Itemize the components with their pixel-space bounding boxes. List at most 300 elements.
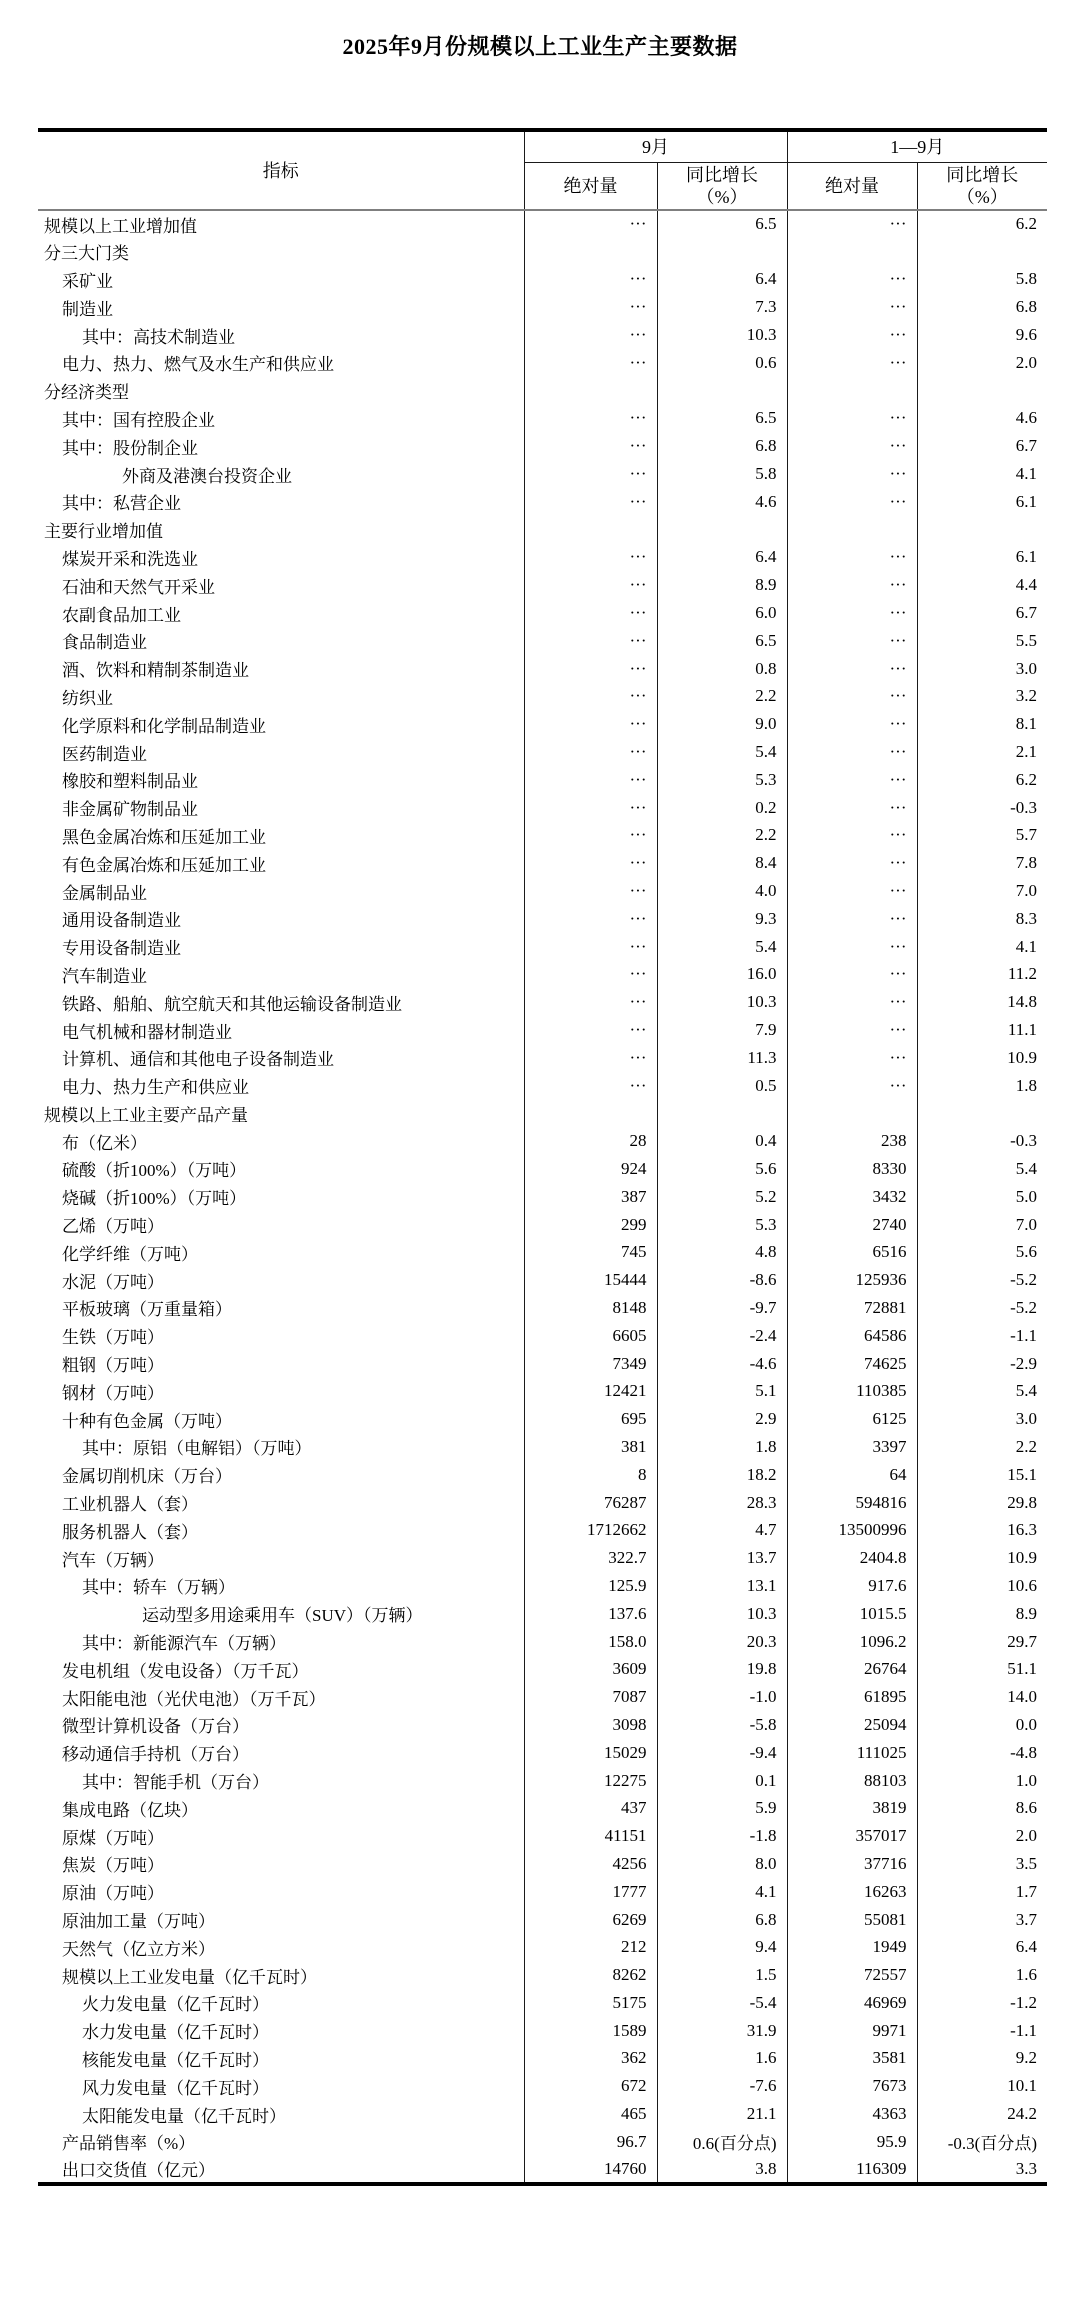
- month-yoy-value: 4.8: [657, 1238, 787, 1266]
- indicator-label: 硫酸（折100%）（万吨）: [62, 1161, 247, 1181]
- month-yoy-value: 6.8: [657, 1906, 787, 1934]
- month-absolute-value: 5175: [524, 1989, 657, 2017]
- month-yoy-value: 0.2: [657, 794, 787, 822]
- ytd-absolute-value: ···: [787, 293, 917, 321]
- month-absolute-value: 1712662: [524, 1516, 657, 1544]
- month-absolute-value: ···: [524, 683, 657, 711]
- month-absolute-value: ···: [524, 655, 657, 683]
- month-yoy-value: [657, 1100, 787, 1128]
- ytd-yoy-value: 5.8: [917, 266, 1047, 294]
- header-month-yoy-label: 同比增长: [686, 164, 758, 185]
- month-yoy-value: 7.3: [657, 293, 787, 321]
- ytd-absolute-value: 1015.5: [787, 1600, 917, 1628]
- indicator-label: 十种有色金属（万吨）: [62, 1411, 232, 1431]
- indicator-label: 其中：智能手机（万台）: [82, 1773, 269, 1793]
- table-row: [38, 1961, 1047, 1989]
- month-absolute-value: 387: [524, 1183, 657, 1211]
- indicator-label: 规模以上工业主要产品产量: [44, 1105, 248, 1125]
- table-row: [38, 1878, 1047, 1906]
- indicator-label: 煤炭开采和洗选业: [62, 549, 198, 569]
- indicator-label: 分经济类型: [44, 383, 129, 403]
- month-absolute-value: 7349: [524, 1350, 657, 1378]
- month-yoy-value: 2.2: [657, 822, 787, 850]
- table-row: [38, 571, 1047, 599]
- month-yoy-value: 9.3: [657, 905, 787, 933]
- ytd-absolute-value: ···: [787, 794, 917, 822]
- ytd-yoy-value: [917, 1100, 1047, 1128]
- table-row: [38, 1266, 1047, 1294]
- ytd-yoy-value: 15.1: [917, 1461, 1047, 1489]
- ytd-absolute-value: ···: [787, 988, 917, 1016]
- table-row: [38, 1294, 1047, 1322]
- ytd-absolute-value: 1096.2: [787, 1628, 917, 1656]
- ytd-yoy-value: 8.9: [917, 1600, 1047, 1628]
- month-absolute-value: ···: [524, 710, 657, 738]
- table-row: [38, 2156, 1047, 2184]
- ytd-absolute-value: 1949: [787, 1933, 917, 1961]
- indicator-label: 焦炭（万吨）: [62, 1856, 164, 1876]
- ytd-yoy-value: 1.7: [917, 1878, 1047, 1906]
- indicator-label: 风力发电量（亿千瓦时）: [82, 2078, 269, 2098]
- table-row: [38, 1628, 1047, 1656]
- ytd-absolute-value: 72881: [787, 1294, 917, 1322]
- header-month: 9月: [524, 130, 787, 162]
- ytd-absolute-value: 238: [787, 1127, 917, 1155]
- ytd-absolute-value: 9971: [787, 2017, 917, 2045]
- indicator-label: 发电机组（发电设备）（万千瓦）: [62, 1661, 309, 1681]
- indicator-label: 原煤（万吨）: [62, 1828, 164, 1848]
- ytd-yoy-value: 24.2: [917, 2100, 1047, 2128]
- month-absolute-value: ···: [524, 627, 657, 655]
- month-yoy-value: 1.5: [657, 1961, 787, 1989]
- month-absolute-value: ···: [524, 961, 657, 989]
- ytd-yoy-value: [917, 516, 1047, 544]
- ytd-yoy-value: 14.0: [917, 1683, 1047, 1711]
- table-row: [38, 2017, 1047, 2045]
- month-absolute-value: ···: [524, 905, 657, 933]
- table-row: [38, 877, 1047, 905]
- month-yoy-value: 6.5: [657, 210, 787, 238]
- indicator-label: 电力、热力生产和供应业: [62, 1078, 249, 1098]
- month-yoy-value: 4.6: [657, 488, 787, 516]
- month-yoy-value: -7.6: [657, 2072, 787, 2100]
- month-absolute-value: ···: [524, 432, 657, 460]
- month-absolute-value: ···: [524, 877, 657, 905]
- month-absolute-value: 322.7: [524, 1544, 657, 1572]
- indicator-label: 分三大门类: [44, 244, 129, 264]
- month-absolute-value: 3098: [524, 1711, 657, 1739]
- month-yoy-value: -9.7: [657, 1294, 787, 1322]
- month-absolute-value: 12275: [524, 1767, 657, 1795]
- table-row: [38, 961, 1047, 989]
- table-row: [38, 488, 1047, 516]
- indicator-label: 移动通信手持机（万台）: [62, 1745, 249, 1765]
- month-yoy-value: 4.0: [657, 877, 787, 905]
- ytd-yoy-value: 3.7: [917, 1906, 1047, 1934]
- ytd-yoy-value: 4.4: [917, 571, 1047, 599]
- ytd-yoy-value: 4.1: [917, 933, 1047, 961]
- table-row: [38, 1183, 1047, 1211]
- header-ytd-yoy: [917, 162, 1047, 210]
- month-absolute-value: 28: [524, 1127, 657, 1155]
- indicator-label: 金属切削机床（万台）: [62, 1467, 232, 1487]
- indicator-label: 其中：股份制企业: [62, 438, 198, 458]
- ytd-yoy-value: 6.4: [917, 1933, 1047, 1961]
- ytd-absolute-value: [787, 516, 917, 544]
- month-absolute-value: 12421: [524, 1377, 657, 1405]
- table-row: [38, 266, 1047, 294]
- ytd-absolute-value: [787, 1100, 917, 1128]
- month-absolute-value: 299: [524, 1211, 657, 1239]
- month-absolute-value: [524, 238, 657, 266]
- section-row: [38, 516, 1047, 544]
- month-yoy-value: 0.8: [657, 655, 787, 683]
- ytd-yoy-value: 5.4: [917, 1155, 1047, 1183]
- page-title: 2025年9月份规模以上工业生产主要数据: [342, 34, 738, 59]
- ytd-yoy-value: 7.0: [917, 877, 1047, 905]
- month-yoy-value: 5.3: [657, 1211, 787, 1239]
- ytd-absolute-value: 116309: [787, 2156, 917, 2184]
- header-period-row: [38, 130, 1047, 162]
- month-absolute-value: 137.6: [524, 1600, 657, 1628]
- table-row: [38, 599, 1047, 627]
- month-absolute-value: ···: [524, 544, 657, 572]
- indicator-label: 电气机械和器材制造业: [62, 1022, 232, 1042]
- ytd-yoy-value: 3.2: [917, 683, 1047, 711]
- ytd-yoy-value: -1.1: [917, 1322, 1047, 1350]
- ytd-yoy-value: 29.7: [917, 1628, 1047, 1656]
- indicator-label: 纺织业: [62, 688, 113, 708]
- indicator-label: 其中：轿车（万辆）: [82, 1578, 235, 1598]
- table-row: [38, 405, 1047, 433]
- ytd-absolute-value: 111025: [787, 1739, 917, 1767]
- header-ytd-yoy-unit: （%）: [956, 186, 1008, 207]
- ytd-yoy-value: 16.3: [917, 1516, 1047, 1544]
- indicator-label: 其中：私营企业: [62, 494, 181, 514]
- ytd-absolute-value: 125936: [787, 1266, 917, 1294]
- indicator-label: 粗钢（万吨）: [62, 1356, 164, 1376]
- month-absolute-value: 3609: [524, 1655, 657, 1683]
- month-yoy-value: 4.1: [657, 1878, 787, 1906]
- indicator-label: 橡胶和塑料制品业: [62, 772, 198, 792]
- ytd-yoy-value: 5.0: [917, 1183, 1047, 1211]
- ytd-absolute-value: ···: [787, 710, 917, 738]
- indicator-label: 石油和天然气开采业: [62, 577, 215, 597]
- ytd-absolute-value: ···: [787, 627, 917, 655]
- month-yoy-value: [657, 516, 787, 544]
- table-row: [38, 1822, 1047, 1850]
- indicator-label: 专用设备制造业: [62, 939, 181, 959]
- indicator-label: 铁路、船舶、航空航天和其他运输设备制造业: [62, 994, 402, 1014]
- month-absolute-value: ···: [524, 822, 657, 850]
- ytd-absolute-value: ···: [787, 655, 917, 683]
- month-absolute-value: ···: [524, 1016, 657, 1044]
- month-yoy-value: [657, 377, 787, 405]
- month-yoy-value: 28.3: [657, 1489, 787, 1517]
- table-row: [38, 1794, 1047, 1822]
- ytd-absolute-value: 16263: [787, 1878, 917, 1906]
- month-absolute-value: [524, 377, 657, 405]
- table-row: [38, 627, 1047, 655]
- ytd-yoy-value: -5.2: [917, 1266, 1047, 1294]
- ytd-absolute-value: ···: [787, 877, 917, 905]
- table-row: [38, 933, 1047, 961]
- indicator-label: 规模以上工业发电量（亿千瓦时）: [62, 1967, 317, 1987]
- indicator-label: 化学原料和化学制品制造业: [62, 716, 266, 736]
- ytd-yoy-value: 11.1: [917, 1016, 1047, 1044]
- month-absolute-value: ···: [524, 321, 657, 349]
- table-row: [38, 849, 1047, 877]
- ytd-yoy-value: 0.0: [917, 1711, 1047, 1739]
- month-absolute-value: ···: [524, 766, 657, 794]
- ytd-absolute-value: 25094: [787, 1711, 917, 1739]
- table-row: [38, 738, 1047, 766]
- ytd-yoy-value: 3.3: [917, 2156, 1047, 2184]
- ytd-absolute-value: 95.9: [787, 2128, 917, 2156]
- ytd-absolute-value: 594816: [787, 1489, 917, 1517]
- ytd-yoy-value: -0.3: [917, 1127, 1047, 1155]
- ytd-yoy-value: 4.1: [917, 460, 1047, 488]
- table-row: [38, 1155, 1047, 1183]
- month-absolute-value: ···: [524, 210, 657, 238]
- indicator-label: 计算机、通信和其他电子设备制造业: [62, 1050, 334, 1070]
- ytd-absolute-value: 8330: [787, 1155, 917, 1183]
- ytd-absolute-value: 13500996: [787, 1516, 917, 1544]
- table-row: [38, 1600, 1047, 1628]
- ytd-yoy-value: 6.7: [917, 432, 1047, 460]
- month-absolute-value: ···: [524, 405, 657, 433]
- ytd-absolute-value: 110385: [787, 1377, 917, 1405]
- month-yoy-value: -8.6: [657, 1266, 787, 1294]
- month-absolute-value: 924: [524, 1155, 657, 1183]
- month-yoy-value: 5.3: [657, 766, 787, 794]
- indicator-label: 其中：高技术制造业: [82, 327, 235, 347]
- indicator-label: 其中：新能源汽车（万辆）: [82, 1634, 286, 1654]
- indicator-label: 金属制品业: [62, 883, 147, 903]
- ytd-absolute-value: ···: [787, 266, 917, 294]
- table-row: [38, 1489, 1047, 1517]
- ytd-yoy-value: 5.6: [917, 1238, 1047, 1266]
- month-absolute-value: 362: [524, 2045, 657, 2073]
- month-absolute-value: ···: [524, 460, 657, 488]
- month-yoy-value: -1.8: [657, 1822, 787, 1850]
- month-yoy-value: 6.0: [657, 599, 787, 627]
- ytd-absolute-value: 26764: [787, 1655, 917, 1683]
- ytd-absolute-value: ···: [787, 544, 917, 572]
- table-row: [38, 2128, 1047, 2156]
- month-yoy-value: 5.4: [657, 933, 787, 961]
- month-yoy-value: 0.1: [657, 1767, 787, 1795]
- month-absolute-value: 465: [524, 2100, 657, 2128]
- ytd-absolute-value: 917.6: [787, 1572, 917, 1600]
- month-yoy-value: 6.5: [657, 405, 787, 433]
- indicator-label: 集成电路（亿块）: [62, 1800, 198, 1820]
- month-yoy-value: 8.0: [657, 1850, 787, 1878]
- indicator-label: 产品销售率（%）: [62, 2134, 196, 2154]
- indicator-label: 工业机器人（套）: [62, 1495, 198, 1515]
- indicator-label: 生铁（万吨）: [62, 1328, 164, 1348]
- month-yoy-value: 3.8: [657, 2156, 787, 2184]
- table-row: [38, 321, 1047, 349]
- ytd-yoy-value: -0.3(百分点): [917, 2128, 1047, 2156]
- table-row: [38, 1906, 1047, 1934]
- indicator-label: 汽车制造业: [62, 966, 147, 986]
- month-yoy-value: 2.9: [657, 1405, 787, 1433]
- ytd-absolute-value: 61895: [787, 1683, 917, 1711]
- ytd-yoy-value: 5.4: [917, 1377, 1047, 1405]
- month-yoy-value: 18.2: [657, 1461, 787, 1489]
- month-absolute-value: 158.0: [524, 1628, 657, 1656]
- table-row: [38, 293, 1047, 321]
- table-row: [38, 1989, 1047, 2017]
- table-row: [38, 1572, 1047, 1600]
- ytd-yoy-value: 11.2: [917, 961, 1047, 989]
- month-yoy-value: 4.7: [657, 1516, 787, 1544]
- month-absolute-value: 6605: [524, 1322, 657, 1350]
- ytd-yoy-value: 1.8: [917, 1072, 1047, 1100]
- month-yoy-value: 16.0: [657, 961, 787, 989]
- indicator-label: 核能发电量（亿千瓦时）: [82, 2050, 269, 2070]
- ytd-absolute-value: 64586: [787, 1322, 917, 1350]
- table-row: [38, 1767, 1047, 1795]
- month-absolute-value: 212: [524, 1933, 657, 1961]
- ytd-yoy-value: 6.1: [917, 488, 1047, 516]
- ytd-absolute-value: ···: [787, 599, 917, 627]
- table-row: [38, 1933, 1047, 1961]
- month-absolute-value: 96.7: [524, 2128, 657, 2156]
- table-row: [38, 1238, 1047, 1266]
- indicator-label: 出口交货值（亿元）: [62, 2161, 215, 2181]
- month-yoy-value: 10.3: [657, 1600, 787, 1628]
- ytd-yoy-value: -1.2: [917, 1989, 1047, 2017]
- indicator-label: 其中：原铝（电解铝）（万吨）: [82, 1439, 312, 1459]
- ytd-yoy-value: 2.0: [917, 1822, 1047, 1850]
- table-row: [38, 1544, 1047, 1572]
- ytd-yoy-value: -5.2: [917, 1294, 1047, 1322]
- month-yoy-value: 9.4: [657, 1933, 787, 1961]
- table-row: [38, 1461, 1047, 1489]
- ytd-yoy-value: 6.1: [917, 544, 1047, 572]
- month-yoy-value: 8.4: [657, 849, 787, 877]
- indicator-label: 服务机器人（套）: [62, 1522, 198, 1542]
- month-yoy-value: -1.0: [657, 1683, 787, 1711]
- month-yoy-value: 5.9: [657, 1794, 787, 1822]
- indicator-label: 通用设备制造业: [62, 911, 181, 931]
- ytd-absolute-value: ···: [787, 738, 917, 766]
- ytd-yoy-value: 10.6: [917, 1572, 1047, 1600]
- indicator-label: 制造业: [62, 299, 113, 319]
- month-absolute-value: 1777: [524, 1878, 657, 1906]
- month-yoy-value: 9.0: [657, 710, 787, 738]
- ytd-yoy-value: 5.5: [917, 627, 1047, 655]
- indicator-label: 原油（万吨）: [62, 1884, 164, 1904]
- ytd-absolute-value: 46969: [787, 1989, 917, 2017]
- header-month-absolute: 绝对量: [524, 162, 657, 210]
- ytd-yoy-value: 8.1: [917, 710, 1047, 738]
- ytd-absolute-value: ···: [787, 933, 917, 961]
- table-row: [38, 1322, 1047, 1350]
- month-absolute-value: 381: [524, 1433, 657, 1461]
- ytd-absolute-value: 37716: [787, 1850, 917, 1878]
- ytd-absolute-value: 72557: [787, 1961, 917, 1989]
- month-yoy-value: 1.6: [657, 2045, 787, 2073]
- industrial-production-table: [38, 128, 1047, 2186]
- ytd-yoy-value: 3.0: [917, 655, 1047, 683]
- table-row: [38, 1044, 1047, 1072]
- indicator-label: 平板玻璃（万重量箱）: [62, 1300, 232, 1320]
- table-row: [38, 655, 1047, 683]
- table-row: [38, 432, 1047, 460]
- indicator-label: 采矿业: [62, 271, 113, 291]
- ytd-absolute-value: ···: [787, 961, 917, 989]
- month-absolute-value: 41151: [524, 1822, 657, 1850]
- month-absolute-value: ···: [524, 599, 657, 627]
- month-yoy-value: 10.3: [657, 988, 787, 1016]
- month-yoy-value: 31.9: [657, 2017, 787, 2045]
- ytd-yoy-value: 6.8: [917, 293, 1047, 321]
- indicator-label: 酒、饮料和精制茶制造业: [62, 661, 249, 681]
- ytd-absolute-value: ···: [787, 321, 917, 349]
- table-row: [38, 1072, 1047, 1100]
- month-yoy-value: 19.8: [657, 1655, 787, 1683]
- ytd-yoy-value: 6.7: [917, 599, 1047, 627]
- ytd-absolute-value: 357017: [787, 1822, 917, 1850]
- ytd-absolute-value: ···: [787, 432, 917, 460]
- indicator-label: 黑色金属冶炼和压延加工业: [62, 827, 266, 847]
- header-month-yoy: [657, 162, 787, 210]
- ytd-yoy-value: -2.9: [917, 1350, 1047, 1378]
- month-absolute-value: 1589: [524, 2017, 657, 2045]
- month-yoy-value: -9.4: [657, 1739, 787, 1767]
- indicator-label: 原油加工量（万吨）: [62, 1912, 215, 1931]
- ytd-absolute-value: 3397: [787, 1433, 917, 1461]
- month-yoy-value: -4.6: [657, 1350, 787, 1378]
- month-yoy-value: 5.8: [657, 460, 787, 488]
- month-absolute-value: 437: [524, 1794, 657, 1822]
- month-yoy-value: 0.4: [657, 1127, 787, 1155]
- month-yoy-value: 6.5: [657, 627, 787, 655]
- table-row: [38, 1850, 1047, 1878]
- table-row: [38, 460, 1047, 488]
- month-yoy-value: 21.1: [657, 2100, 787, 2128]
- month-absolute-value: ···: [524, 1072, 657, 1100]
- month-yoy-value: 11.3: [657, 1044, 787, 1072]
- indicator-label: 食品制造业: [62, 633, 147, 653]
- ytd-absolute-value: ···: [787, 1072, 917, 1100]
- ytd-yoy-value: [917, 377, 1047, 405]
- indicator-label: 电力、热力、燃气及水生产和供应业: [62, 355, 334, 375]
- ytd-absolute-value: 64: [787, 1461, 917, 1489]
- table-row: [38, 1016, 1047, 1044]
- month-absolute-value: ···: [524, 988, 657, 1016]
- month-absolute-value: ···: [524, 349, 657, 377]
- month-absolute-value: 8262: [524, 1961, 657, 1989]
- ytd-yoy-value: 8.3: [917, 905, 1047, 933]
- ytd-absolute-value: [787, 238, 917, 266]
- ytd-yoy-value: 1.6: [917, 1961, 1047, 1989]
- month-absolute-value: 15444: [524, 1266, 657, 1294]
- ytd-absolute-value: 3581: [787, 2045, 917, 2073]
- ytd-yoy-value: 10.9: [917, 1044, 1047, 1072]
- ytd-absolute-value: [787, 377, 917, 405]
- ytd-absolute-value: ···: [787, 571, 917, 599]
- indicator-label: 化学纤维（万吨）: [62, 1244, 198, 1264]
- ytd-absolute-value: ···: [787, 905, 917, 933]
- ytd-yoy-value: 3.0: [917, 1405, 1047, 1433]
- ytd-absolute-value: 3819: [787, 1794, 917, 1822]
- table-row: [38, 710, 1047, 738]
- month-yoy-value: 6.4: [657, 544, 787, 572]
